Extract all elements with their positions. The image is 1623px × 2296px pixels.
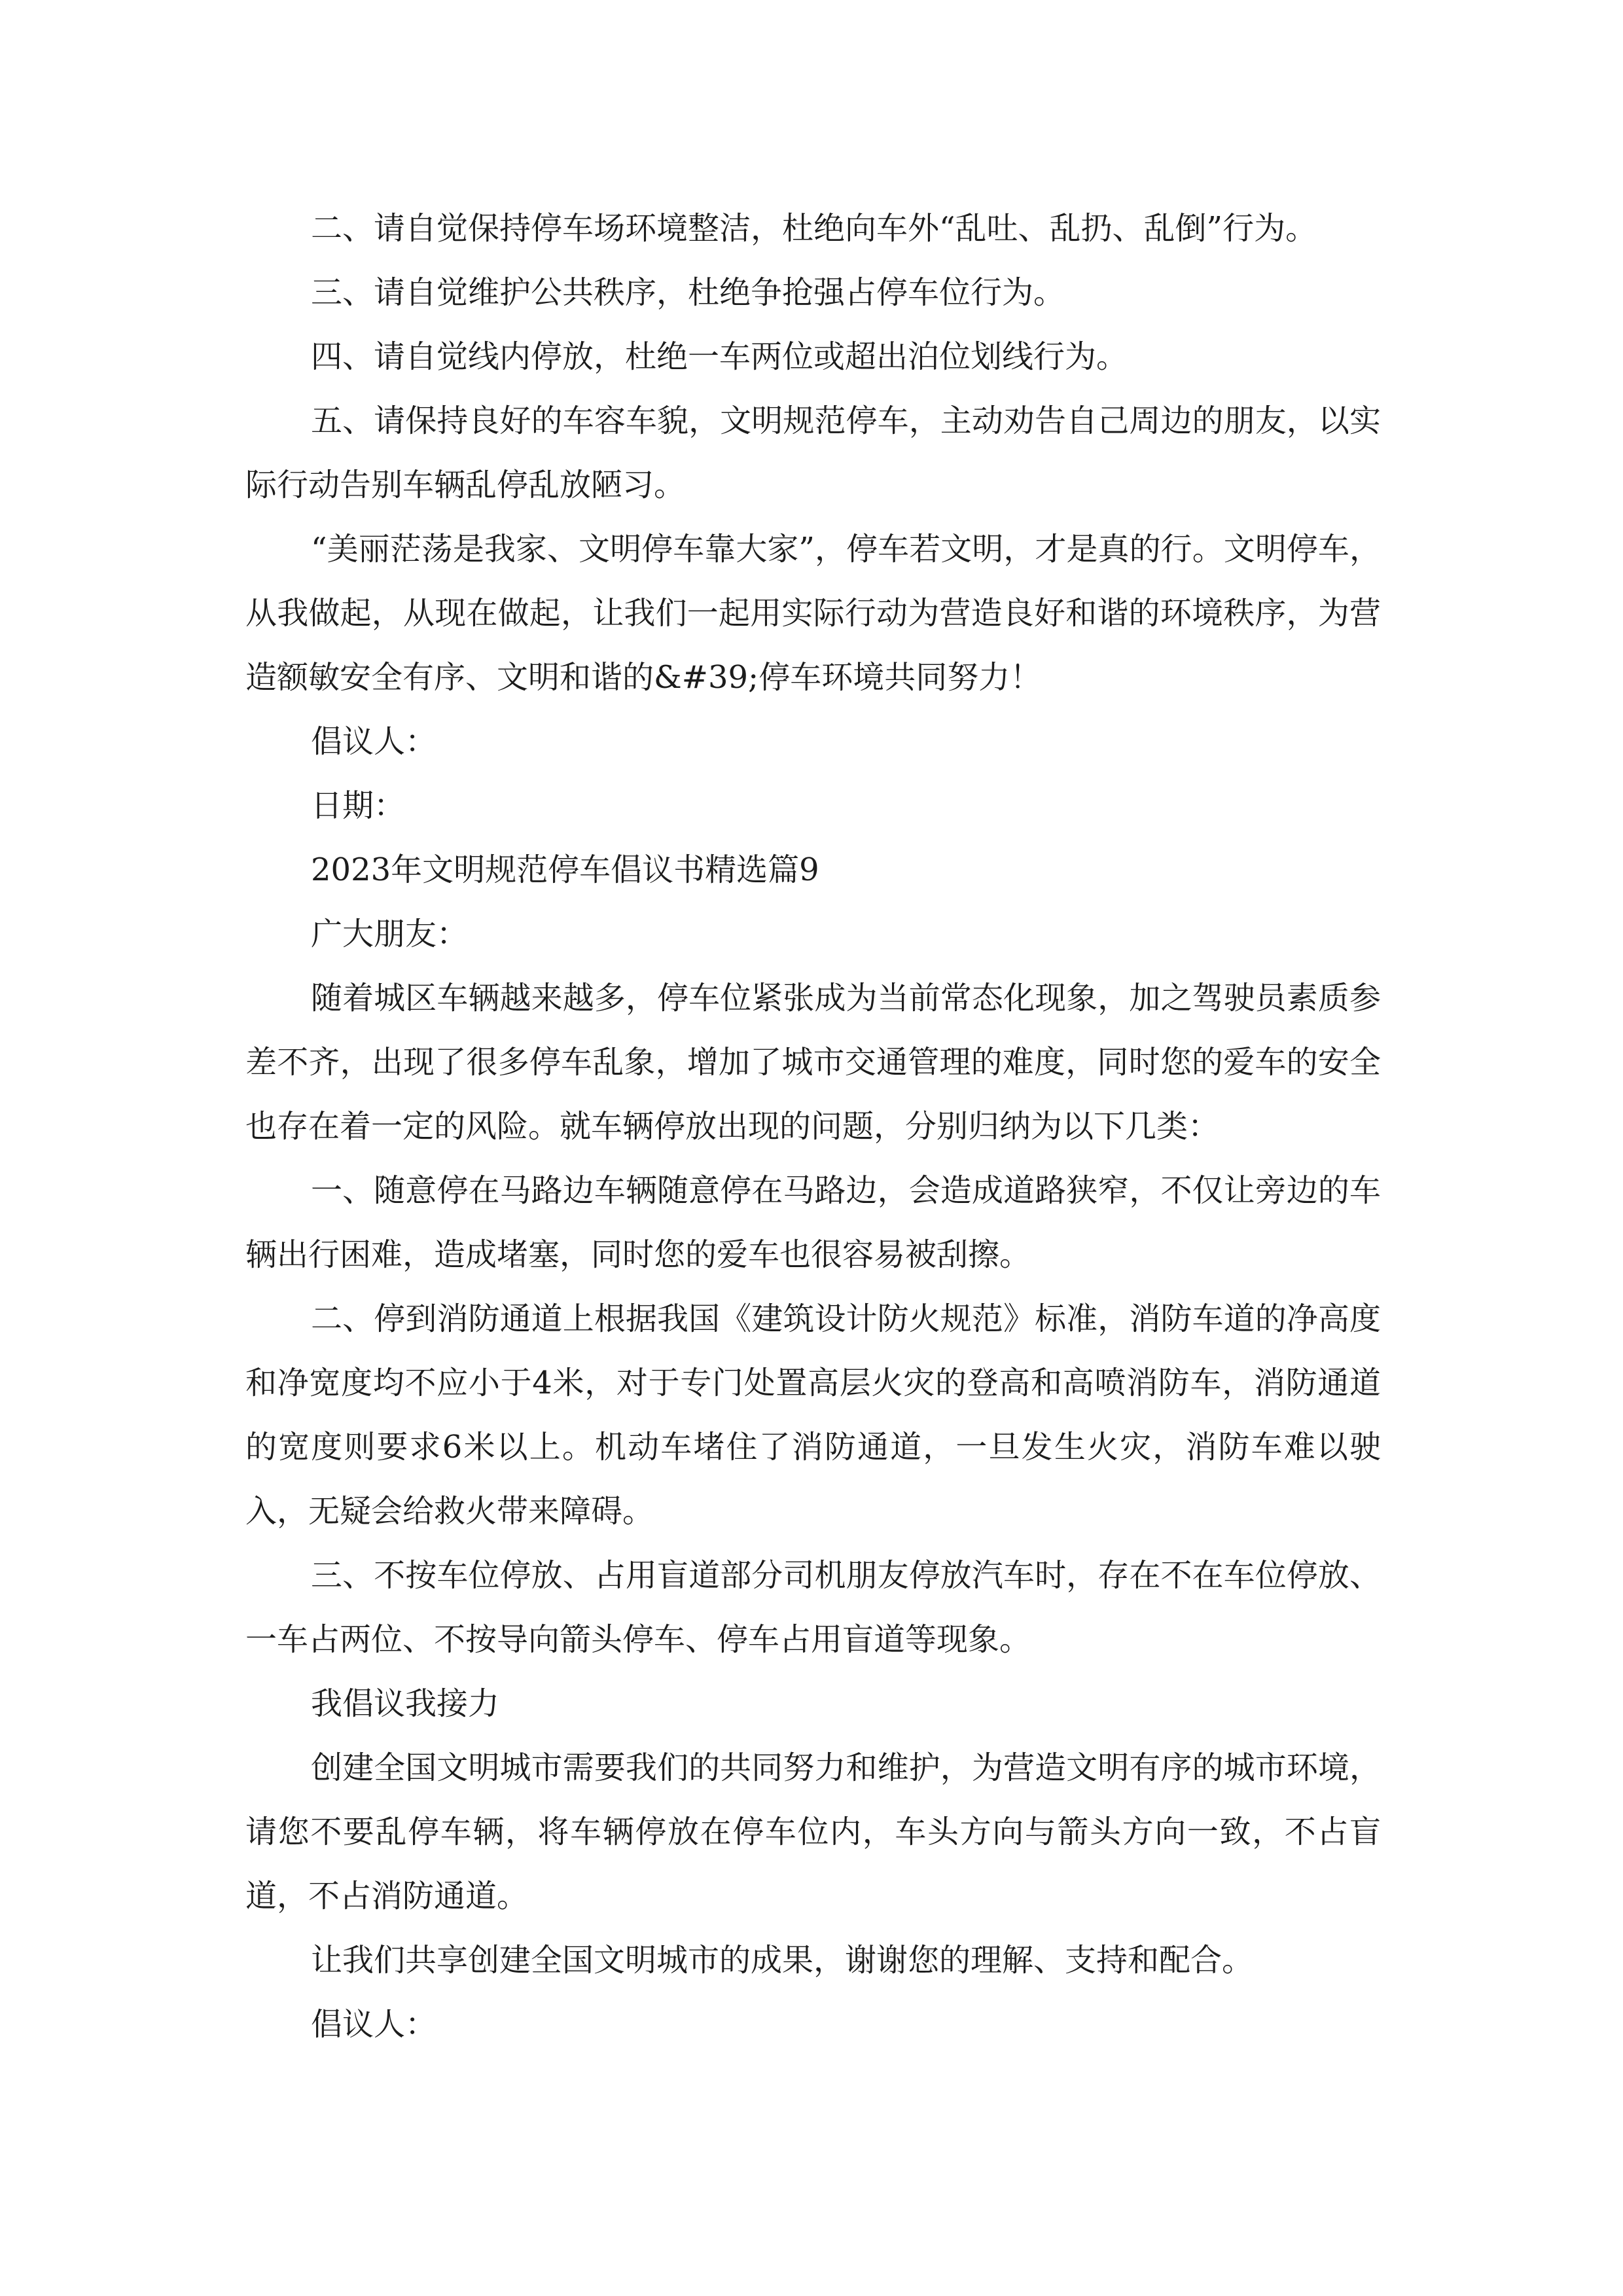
paragraph-intro: 随着城区车辆越来越多，停车位紧张成为当前常态化现象，加之驾驶员素质参差不齐，出现了很多停车乱象，增加了城市交通管理的难度，同时您的爱车的安全也存在着一定的风险。就车辆停放出现的问题，分别归纳为以下几类： — [245, 980, 1381, 1145]
subheading-initiative: 我倡议我接力 — [311, 1685, 500, 1722]
section-heading: 2023年文明规范停车倡议书精选篇9 — [311, 852, 819, 888]
signature-proposer: 倡议人： — [311, 723, 437, 760]
paragraph-rule-4: 四、请自觉线内停放，杜绝一车两位或超出泊位划线行为。 — [311, 338, 1128, 375]
paragraph-thanks: 让我们共享创建全国文明城市的成果，谢谢您的理解、支持和配合。 — [311, 1942, 1254, 1979]
salutation: 广大朋友： — [311, 916, 469, 952]
paragraph-rule-5: 五、请保持良好的车容车貌，文明规范停车，主动劝告自己周边的朋友，以实际行动告别车辆乱停乱放陋习。 — [245, 403, 1381, 503]
paragraph-issue-2: 二、停到消防通道上根据我国《建筑设计防火规范》标准，消防车道的净高度和净宽度均不应小于4米，对于专门处置高层火灾的登高和高喷消防车，消防通道的宽度则要求6米以上。机动车堵住了消防通道，一旦发生火灾，消防车难以驶入，无疑会给救火带来障碍。 — [245, 1300, 1381, 1530]
paragraph-rule-2: 二、请自觉保持停车场环境整洁，杜绝向车外“乱吐、乱扔、乱倒”行为。 — [311, 210, 1317, 247]
document-body — [245, 196, 1381, 2056]
paragraph-issue-3: 三、不按车位停放、占用盲道部分司机朋友停放汽车时，存在不在车位停放、一车占两位、不按导向箭头停车、停车占用盲道等现象。 — [245, 1557, 1381, 1658]
signature-date: 日期： — [311, 787, 406, 824]
paragraph-issue-1: 一、随意停在马路边车辆随意停在马路边，会造成道路狭窄，不仅让旁边的车辆出行困难，造成堵塞，同时您的爱车也很容易被刮擦。 — [245, 1172, 1381, 1273]
signature-proposer-2: 倡议人： — [311, 2006, 437, 2043]
paragraph-appeal: 创建全国文明城市需要我们的共同努力和维护，为营造文明有序的城市环境，请您不要乱停车辆，将车辆停放在停车位内，车头方向与箭头方向一致，不占盲道，不占消防通道。 — [245, 1749, 1381, 1914]
paragraph-slogan: “美丽茫荡是我家、文明停车靠大家”，停车若文明，才是真的行。文明停车，从我做起，从现在做起，让我们一起用实际行动为营造良好和谐的环境秩序，为营造额敏安全有序、文明和谐的&#39;停车环境共同努力！ — [245, 531, 1381, 696]
paragraph-rule-3: 三、请自觉维护公共秩序，杜绝争抢强占停车位行为。 — [311, 274, 1065, 311]
